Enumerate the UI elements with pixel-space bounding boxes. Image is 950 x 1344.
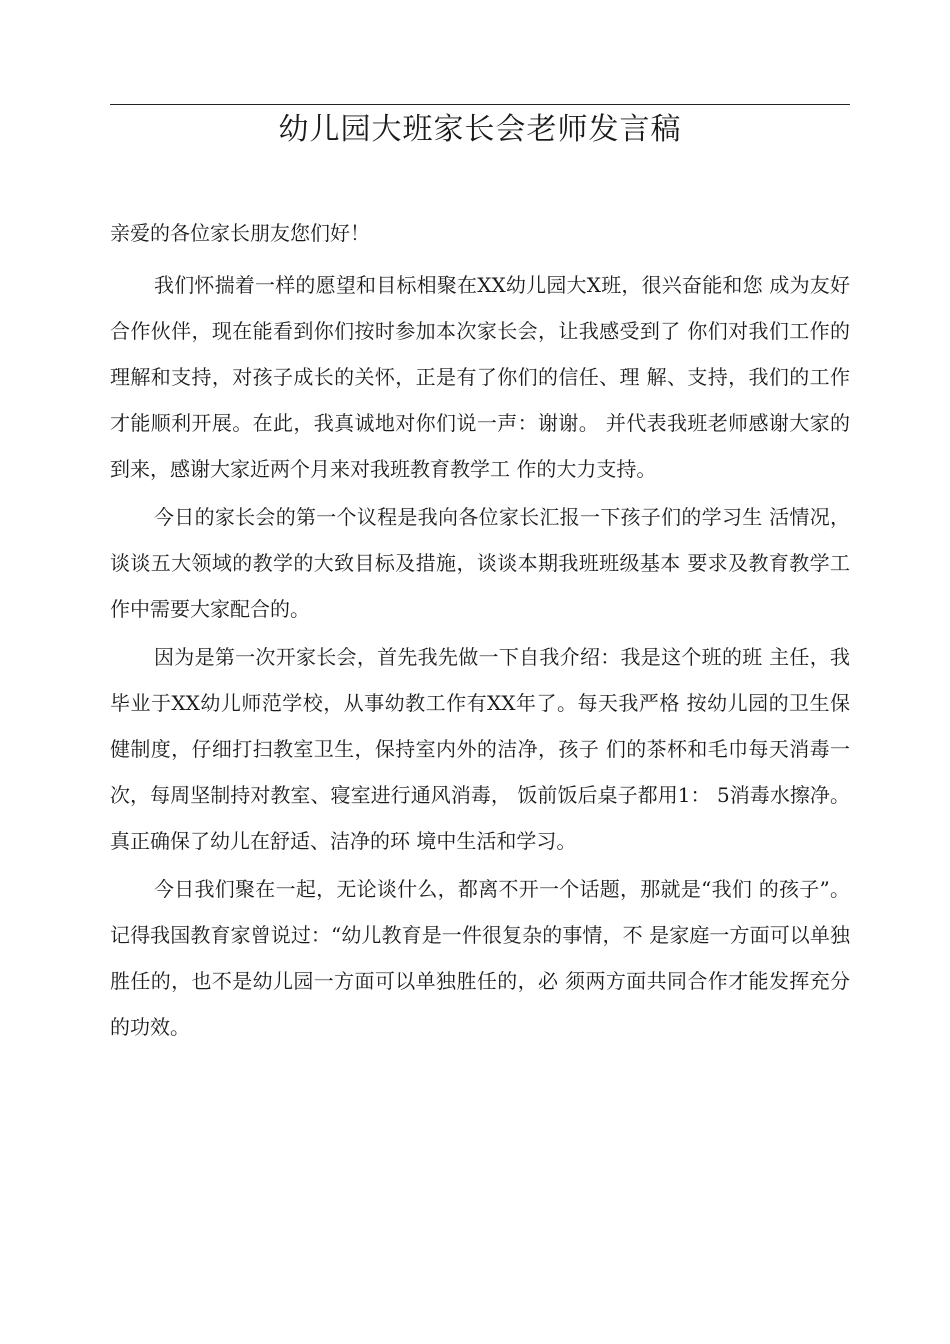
paragraph-3: 因为是第一次开家长会，首先我先做一下自我介绍：我是这个班的班 主任，我毕业于XX幼儿师范学校，从事幼教工作有XX年了。每天我严格 按幼儿园的卫生保健制度，仔细打扫教室卫生，保持室内外的洁净，孩子 们的茶杯和毛巾每天消毒一次，每周坚制持对教室、寝室进行通风消毒， 饭前饭后桌子都用1： 5消毒水擦净。真正确保了幼儿在舒适、洁净的环 境中生活和学习。 — [110, 645, 850, 853]
document-title: 幼儿园大班家长会老师发言稿 — [278, 112, 682, 147]
header-rule — [110, 104, 850, 105]
paragraph-1: 我们怀揣着一样的愿望和目标相聚在XX幼儿园大X班，很兴奋能和您 成为友好合作伙伴，现在能看到你们按时参加本次家长会，让我感受到了 你们对我们工作的理解和支持，对孩子成长的关怀，正是有了你们的信任、理 解、支持，我们的工作才能顺利开展。在此，我真诚地对你们说一声：谢谢。 并代表我班老师感谢大家的到来，感谢大家近两个月来对我班教育教学工 作的大力支持。 — [110, 273, 850, 481]
document-body — [110, 210, 850, 1050]
paragraph-2: 今日的家长会的第一个议程是我向各位家长汇报一下孩子们的学习生 活情况，谈谈五大领域的教学的大致目标及措施，谈谈本期我班班级基本 要求及教育教学工作中需要大家配合的。 — [110, 505, 850, 621]
salutation: 亲爱的各位家长朋友您们好！ — [110, 221, 370, 245]
paragraph-4: 今日我们聚在一起，无论谈什么，都离不开一个话题，那就是“我们 的孩子”。记得我国教育家曾说过：“幼儿教育是一件很复杂的事情，不 是家庭一方面可以单独胜任的，也不是幼儿园一方面可以单独胜任的，必 须两方面共同合作才能发挥充分的功效。 — [110, 877, 850, 1039]
